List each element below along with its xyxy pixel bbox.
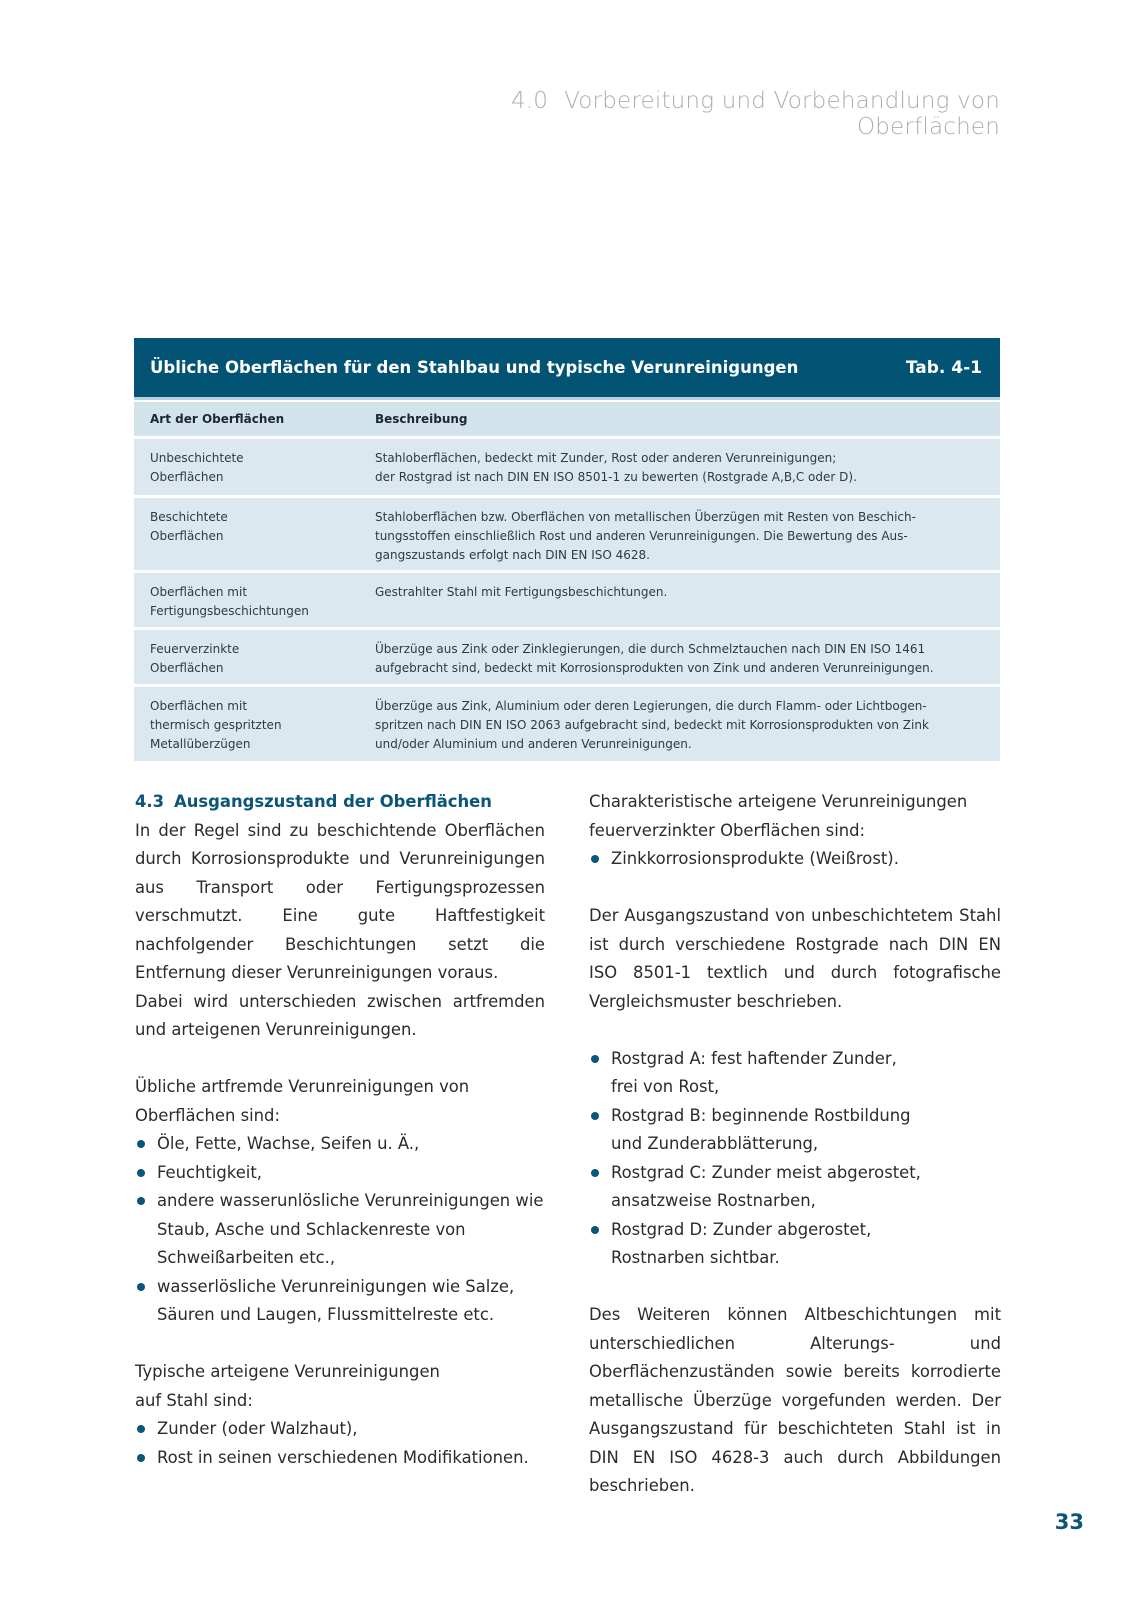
table-row	[134, 498, 1000, 570]
paragraph: Dabei wird unterschieden zwischen artfremden und arteigenen Verunreinigungen.	[135, 991, 545, 1039]
left-column	[135, 788, 545, 1472]
row-description: Überzüge aus Zink, Aluminium oder deren Legierungen, die durch Flamm- oder Lichtbogen- spritzen nach DIN EN ISO 2063 aufgebracht sind, bedeckt mit Korrosionsprodukten von Zink und/oder Aluminium und anderen Verunreinigungen.	[375, 699, 929, 751]
row-type: Beschichtete Oberflächen	[150, 510, 228, 543]
list-intro: Oberflächen sind:	[135, 1105, 280, 1125]
list-item: Öle, Fette, Wachse, Seifen u. Ä.,	[135, 1130, 545, 1159]
list-intro: auf Stahl sind:	[135, 1390, 253, 1410]
list-item: Rostgrad C: Zunder meist abgerostet, ansatzweise Rostnarben,	[589, 1159, 1001, 1216]
table-row	[134, 630, 1000, 684]
list-intro: Charakteristische arteigene Verunreinigungen	[589, 792, 968, 811]
list-item: Rostgrad A: fest haftender Zunder, frei von Rost,	[589, 1045, 1001, 1102]
list-item: Feuchtigkeit,	[135, 1159, 545, 1188]
paragraph: Der Ausgangszustand von unbeschichtetem Stahl ist durch verschiedene Rostgrade nach DIN EN ISO 8501-1 textlich und durch fotografische Vergleichsmuster beschrieben.	[589, 906, 1001, 1011]
row-type: Unbeschichtete Oberflächen	[150, 451, 244, 484]
list-item: andere wasserunlösliche Verunreinigungen wie Staub, Asche und Schlackenreste von Schweißarbeiten etc.,	[135, 1187, 545, 1273]
list-intro: feuerverzinkter Oberflächen sind:	[589, 820, 866, 840]
foreign-contaminants-list	[135, 1130, 545, 1330]
table-header	[134, 338, 1000, 400]
chapter-number: 4.0	[510, 88, 549, 114]
galvanized-contaminants-list	[589, 845, 1001, 874]
table-title: Übliche Oberflächen für den Stahlbau und typische Verunreinigungen	[150, 358, 799, 377]
table-row	[134, 687, 1000, 761]
row-description: Überzüge aus Zink oder Zinklegierungen, die durch Schmelztauchen nach DIN EN ISO 1461 aufgebracht sind, bedeckt mit Korrosionsprodukten von Zink und anderen Verunreinigungen.	[375, 642, 934, 675]
paragraph: Des Weiteren können Altbeschichtungen mit unterschiedlichen Alterungs- und Oberflächenzuständen sowie bereits korrodierte metallische Überzüge vorgefunden werden. Der Ausgangszustand für beschichteten Stahl ist in DIN EN ISO 4628-3 auch durch Abbildungen beschrieben.	[589, 1305, 1001, 1495]
row-description: Gestrahlter Stahl mit Fertigungsbeschichtungen.	[375, 585, 668, 599]
list-item: wasserlösliche Verunreinigungen wie Salze, Säuren und Laugen, Flussmittelreste etc.	[135, 1273, 545, 1330]
row-description: Stahloberflächen, bedeckt mit Zunder, Rost oder anderen Verunreinigungen; der Rostgrad ist nach DIN EN ISO 8501-1 zu bewerten (Rostgrade A,B,C oder D).	[375, 451, 857, 484]
row-description: Stahloberflächen bzw. Oberflächen von metallischen Überzügen mit Resten von Beschich- tungsstoffen einschließlich Rost und anderen Verunreinigungen. Die Bewertung des Aus- gangszustands erfolgt nach DIN EN ISO 4628.	[375, 510, 916, 562]
page-number: 33	[1054, 1510, 1084, 1534]
list-item: Rostgrad D: Zunder abgerostet, Rostnarben sichtbar.	[589, 1216, 1001, 1273]
row-type: Oberflächen mit thermisch gespritzten Metallüberzügen	[150, 699, 282, 751]
surfaces-table	[134, 338, 1000, 761]
row-type: Oberflächen mit Fertigungsbeschichtungen	[150, 585, 309, 618]
section-heading	[135, 788, 545, 817]
column-header-description: Beschreibung	[375, 412, 468, 426]
chapter-title: Vorbereitung und Vorbehandlung von Oberflächen	[564, 88, 1000, 140]
native-contaminants-list	[135, 1415, 545, 1472]
list-item: Zinkkorrosionsprodukte (Weißrost).	[589, 845, 1001, 874]
table-column-headers	[134, 402, 1000, 436]
chapter-heading	[380, 88, 1000, 140]
list-intro: Typische arteigene Verunreinigungen	[135, 1362, 440, 1381]
rust-grade-list	[589, 1045, 1001, 1273]
list-item: Rostgrad B: beginnende Rostbildung und Zunderabblätterung,	[589, 1102, 1001, 1159]
right-column	[589, 788, 1001, 1501]
paragraph: In der Regel sind zu beschichtende Oberflächen durch Korrosionsprodukte und Verunreinigungen aus Transport oder Fertigungsprozessen verschmutzt. Eine gute Haftfestigkeit nachfolgender Beschichtungen setzt die Entfernung dieser Verunreinigungen voraus.	[135, 820, 545, 982]
section-title: Ausgangszustand der Oberflächen	[174, 792, 492, 811]
table-row	[134, 439, 1000, 495]
list-item: Zunder (oder Walzhaut),	[135, 1415, 545, 1444]
table-row	[134, 573, 1000, 627]
list-item: Rost in seinen verschiedenen Modifikationen.	[135, 1444, 545, 1473]
section-number: 4.3	[135, 792, 165, 811]
table-reference: Tab. 4-1	[905, 357, 982, 378]
list-intro: Übliche artfremde Verunreinigungen von	[135, 1077, 470, 1096]
column-header-type: Art der Oberflächen	[150, 412, 285, 426]
row-type: Feuerverzinkte Oberflächen	[150, 642, 240, 675]
